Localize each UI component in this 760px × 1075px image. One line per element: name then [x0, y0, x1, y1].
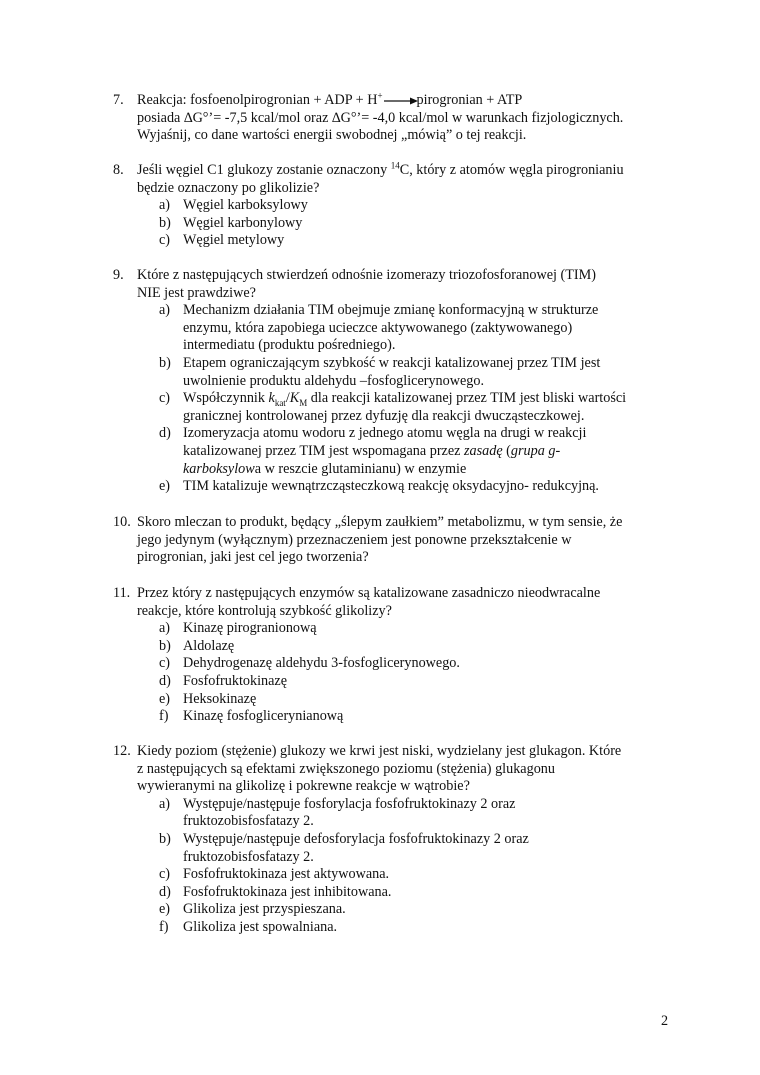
answer-option: c) Współczynnik $k_{kat}/K_M$ dla reakcji katalizowanej przez TIM jest bliski wartości granicznej kontrolowanej przez dyfuzję dla reakcji dwucząsteczkowej. [159, 390, 627, 424]
question-9 [113, 267, 673, 496]
answer-options [159, 796, 673, 937]
question-text: będzie oznaczony po glikolizie? [137, 179, 320, 196]
answer-option: b) Aldolazę [159, 637, 235, 654]
question-number: 10. [113, 514, 131, 530]
answer-option: e) Heksokinazę [159, 690, 257, 707]
question-text: reakcje, które kontrolują szybkość glikolizy? [137, 602, 392, 619]
question-text: wywieranymi na glikolizę i pokrewne reakcje w wątrobie? [137, 778, 470, 795]
answer-option: a) Węgiel karboksylowy [159, 197, 308, 214]
answer-option: b) Etapem ograniczającym szybkość w reakcji katalizowanej przez TIM jest uwolnienie produktu aldehydu –fosfoglicerynowego. [159, 354, 601, 389]
answer-option: d) Izomeryzacja atomu wodoru z jednego atomu węgla na drugi w reakcji katalizowanej przez TIM jest wspomagana przez zasadę (grupa g- karboksylowa w reszcie glutaminianu) w enzymie [159, 425, 587, 477]
answer-option: b) Węgiel karbonylowy [159, 214, 303, 231]
answer-option: f) Kinazę fosfoglicerynianową [159, 708, 344, 725]
answer-option: a) Mechanizm działania TIM obejmuje zmianę konformacyjną w strukturze enzymu, która zapobiega ucieczce aktywowanego (zaktywowanego) intermediatu (produktu pośredniego). [159, 302, 599, 354]
question-text: Wyjaśnij, co dane wartości energii swobodnej „mówią” o tej reakcji. [137, 127, 527, 144]
reaction-arrow-icon [384, 96, 418, 106]
answer-option: e) Glikoliza jest przyspieszana. [159, 901, 346, 918]
answer-option: c) Fosfofruktokinaza jest aktywowana. [159, 866, 390, 883]
question-text: Jeśli węgiel C1 glukozy zostanie oznaczony $^{14}$C, który z atomów węgla pirogronianiu [137, 160, 624, 178]
question-12 [113, 743, 673, 937]
answer-option: a) Występuje/następuje fosforylacja fosfofruktokinazy 2 oraz fruktozobisfosfatazy 2. [159, 795, 516, 830]
answer-option: c) Węgiel metylowy [159, 232, 285, 249]
question-text: Skoro mleczan to produkt, będący „ślepym zaułkiem” metabolizmu, w tym sensie, że [137, 514, 623, 530]
question-number: 11. [113, 585, 131, 601]
answer-option: b) Występuje/następuje defosforylacja fosfofruktokinazy 2 oraz fruktozobisfosfatazy 2. [159, 830, 529, 865]
question-7 [113, 92, 673, 145]
question-text: z następujących są efektami zwiększonego poziomu (stężenia) glukagonu [137, 760, 555, 777]
page-number: 2 [661, 1013, 669, 1029]
reaction-line: Reakcja: fosfoenolpirogronian + ADP + H+ pirogronian + ATP [137, 90, 523, 108]
answer-option: d) Fosfofruktokinaza jest inhibitowana. [159, 883, 392, 900]
answer-options [159, 620, 673, 726]
answer-option: d) Fosfofruktokinazę [159, 672, 288, 689]
question-11 [113, 585, 673, 726]
question-text: pirogronian, jaki jest cel jego tworzenia? [137, 549, 369, 566]
question-number: 7. [113, 92, 124, 108]
answer-option: e) TIM katalizuje wewnątrzcząsteczkową reakcję oksydacyjno- redukcyjną. [159, 478, 599, 495]
question-text: NIE jest prawdziwe? [137, 284, 256, 301]
question-text: Przez który z następujących enzymów są katalizowane zasadniczo nieodwracalne [137, 585, 601, 601]
question-number: 8. [113, 162, 124, 178]
answer-options [159, 197, 673, 250]
question-number: 9. [113, 267, 124, 283]
question-text: Kiedy poziom (stężenie) glukozy we krwi jest niski, wydzielany jest glukagon. Które [137, 743, 622, 759]
question-text: Które z następujących stwierdzeń odnośnie izomerazy triozofosforanowej (TIM) [137, 267, 596, 283]
question-10 [113, 514, 673, 567]
question-text: posiada ∆G°’= -7,5 kcal/mol oraz ∆G°’= -4,0 kcal/mol w warunkach fizjologicznych. [137, 109, 624, 126]
question-text: jego jedynym (wyłącznym) przeznaczeniem jest ponowne przekształcenie w [137, 531, 572, 548]
answer-options [159, 302, 673, 496]
question-8 [113, 162, 673, 250]
answer-option: f) Glikoliza jest spowalniana. [159, 918, 338, 935]
answer-option: a) Kinazę pirogranionową [159, 620, 317, 637]
question-number: 12. [113, 743, 131, 759]
answer-option: c) Dehydrogenazę aldehydu 3-fosfoglicerynowego. [159, 655, 460, 672]
